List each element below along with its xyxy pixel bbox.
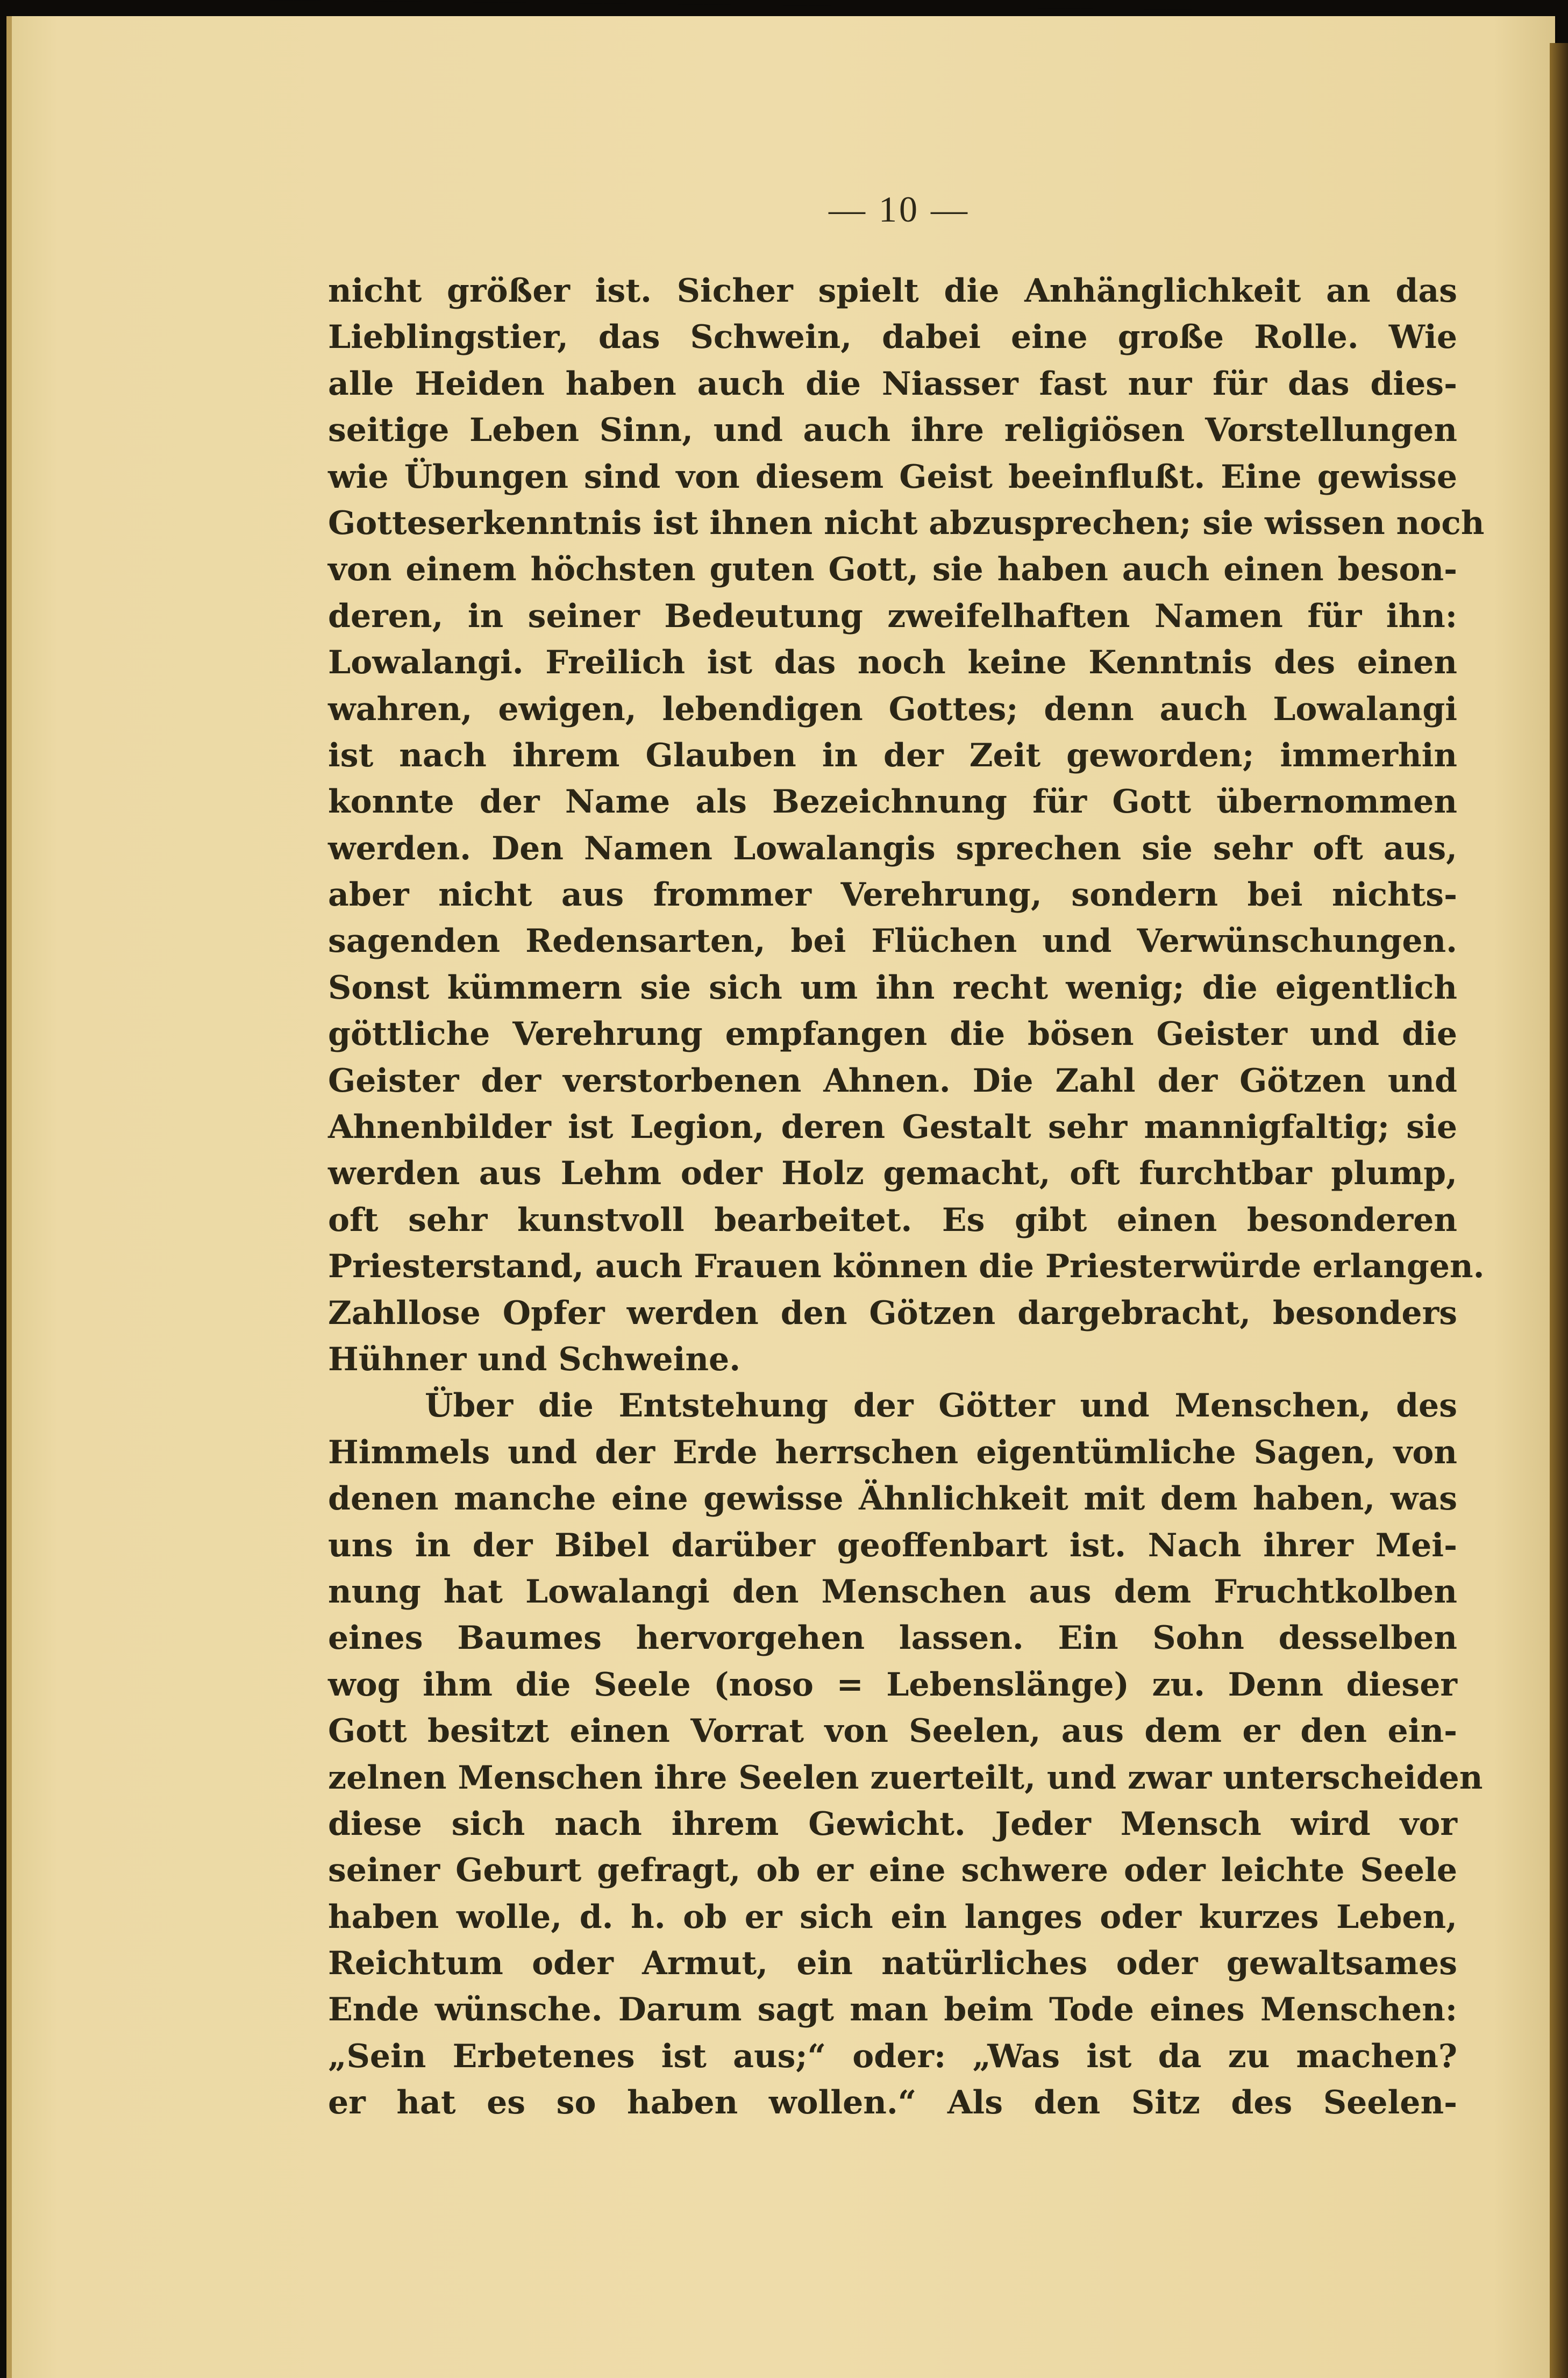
text-line: Zahllose Opfer werden den Götzen dargebracht, besonders [328,1294,1457,1332]
book-edge [1550,43,1568,2378]
text-line: er hat es so haben wollen.“ Als den Sitz des Seelen- [328,2084,1457,2122]
body-text [328,268,1485,2126]
text-line: uns in der Bibel darüber geoffenbart ist. Nach ihrer Mei- [328,1526,1457,1564]
text-line: oft sehr kunstvoll bearbeitet. Es gibt einen besonderen [328,1201,1457,1239]
text-line: seiner Geburt gefragt, ob er eine schwere oder leichte Seele [328,1852,1457,1890]
text-line: Priesterstand, auch Frauen können die Priesterwürde erlangen. [328,1248,1485,1286]
text-line: Sonst kümmern sie sich um ihn recht wenig; die eigentlich [328,969,1457,1007]
text-line: haben wolle, d. h. ob er sich ein langes oder kurzes Leben, [328,1898,1457,1936]
text-line: deren, in seiner Bedeutung zweifelhaften Namen für ihn: [328,597,1457,635]
text-line: zelnen Menschen ihre Seelen zuerteilt, und zwar unterscheiden [328,1758,1483,1797]
text-line: Lowalangi. Freilich ist das noch keine Kenntnis des einen [328,644,1457,682]
text-line: werden. Den Namen Lowalangis sprechen sie sehr oft aus, [328,829,1457,867]
text-line: denen manche eine gewisse Ähnlichkeit mit dem haben, was [328,1480,1457,1518]
text-line: diese sich nach ihrem Gewicht. Jeder Mensch wird vor [328,1805,1457,1843]
text-line: Reichtum oder Armut, ein natürliches oder gewaltsames [328,1945,1457,1983]
text-line: wie Übungen sind von diesem Geist beeinflußt. Eine gewisse [328,458,1457,496]
text-line: nung hat Lowalangi den Menschen aus dem Fruchtkolben [328,1572,1457,1611]
text-line: eines Baumes hervorgehen lassen. Ein Sohn desselben [328,1619,1457,1657]
text-line: werden aus Lehm oder Holz gemacht, oft furchtbar plump, [328,1155,1457,1193]
text-line: „Sein Erbetenes ist aus;“ oder: „Was ist da zu machen? [328,2037,1457,2075]
text-line: Ahnenbilder ist Legion, deren Gestalt sehr mannigfaltig; sie [328,1108,1457,1147]
text-line: Gotteserkenntnis ist ihnen nicht abzusprechen; sie wissen noch [328,504,1485,542]
text-line: Geister der verstorbenen Ahnen. Die Zahl der Götzen und [328,1062,1457,1100]
text-line: Ende wünsche. Darum sagt man beim Tode eines Menschen: [328,1991,1457,2029]
text-line: alle Heiden haben auch die Niasser fast nur für das dies- [328,365,1457,403]
text-line: konnte der Name als Bezeichnung für Gott übernommen [328,783,1457,821]
text-line: wog ihm die Seele (noso = Lebenslänge) zu. Denn dieser [328,1665,1457,1704]
text-line: Lieblingstier, das Schwein, dabei eine große Rolle. Wie [328,318,1457,357]
text-line: Über die Entstehung der Götter und Menschen, des [425,1387,1457,1425]
text-line: göttliche Verehrung empfangen die bösen Geister und die [328,1015,1457,1053]
page-number: — 10 — [829,189,970,230]
text-line: wahren, ewigen, lebendigen Gottes; denn auch Lowalangi [328,690,1457,728]
text-line: nicht größer ist. Sicher spielt die Anhänglichkeit an das [328,272,1457,310]
text-line: Hühner und Schweine. [328,1340,741,1378]
text-line: ist nach ihrem Glauben in der Zeit geworden; immerhin [328,736,1457,774]
text-line: Gott besitzt einen Vorrat von Seelen, aus dem er den ein- [328,1712,1457,1750]
text-line: aber nicht aus frommer Verehrung, sondern bei nichts- [328,876,1457,914]
text-line: seitige Leben Sinn, und auch ihre religiösen Vorstellungen [328,411,1457,450]
text-line: von einem höchsten guten Gott, sie haben auch einen beson- [328,551,1457,589]
text-line: Himmels und der Erde herrschen eigentümliche Sagen, von [328,1433,1457,1471]
text-line: sagenden Redensarten, bei Flüchen und Verwünschungen. [328,922,1457,960]
